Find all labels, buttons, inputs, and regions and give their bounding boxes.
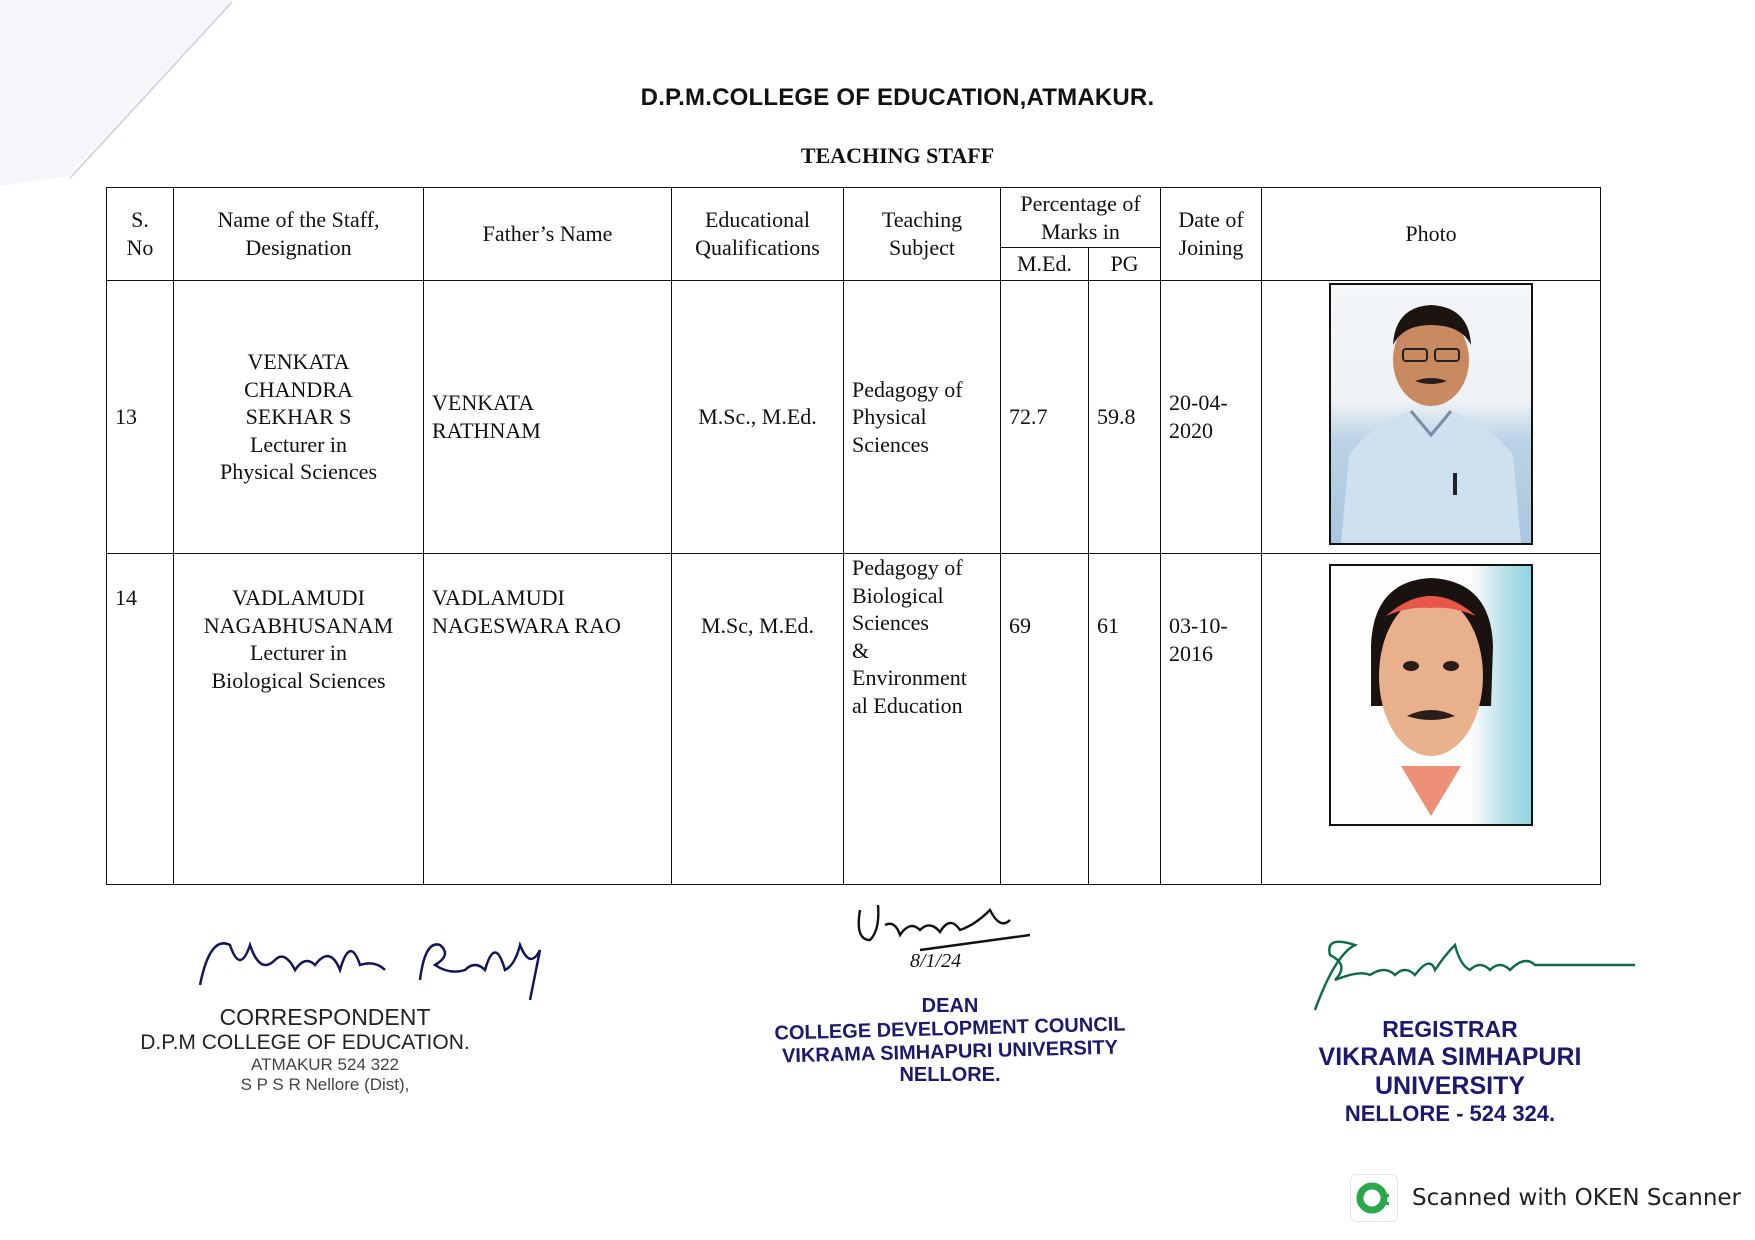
- header-name: Name of the Staff, Designation: [174, 188, 424, 281]
- cell-doj: 20-04- 2020: [1161, 280, 1262, 554]
- header-qualifications: Educational Qualifications: [672, 188, 844, 281]
- header-med: M.Ed.: [1001, 248, 1089, 281]
- registrar-line2: NELLORE - 524 324.: [1344, 1101, 1556, 1126]
- cell-med: 72.7: [1001, 280, 1089, 554]
- cell-subject: Pedagogy of Biological Sciences & Environment al Education: [844, 554, 1001, 885]
- section-title: TEACHING STAFF: [800, 143, 995, 168]
- table-row: [107, 554, 1601, 885]
- correspondent-line3: S P S R Nellore (Dist),: [240, 1075, 410, 1094]
- cell-qualifications: M.Sc., M.Ed.: [672, 280, 844, 554]
- staff-photo: [1329, 564, 1533, 826]
- dean-signature-date: 8/1/24: [910, 950, 962, 972]
- header-pg: PG: [1089, 248, 1161, 281]
- header-sno: S. No: [107, 188, 174, 281]
- header-row: [107, 188, 1601, 248]
- cell-photo: [1262, 280, 1601, 554]
- cell-photo: [1262, 554, 1601, 885]
- header-photo: Photo: [1262, 188, 1601, 281]
- dean-line3: NELLORE.: [899, 1064, 1001, 1086]
- cell-sno: 14: [107, 554, 174, 885]
- registrar-line1: VIKRAMA SIMHAPURI UNIVERSITY: [1318, 1043, 1582, 1100]
- correspondent-line2: ATMAKUR 524 322: [250, 1055, 400, 1074]
- header-father: Father’s Name: [424, 188, 672, 281]
- correspondent-handwritten-signature: [190, 915, 570, 1005]
- cell-name: VENKATA CHANDRA SEKHAR S Lecturer in Physical Sciences: [174, 280, 424, 554]
- dean-line2: VIKRAMA SIMHAPURI UNIVERSITY: [781, 1036, 1119, 1068]
- registrar-handwritten-signature: [1255, 925, 1645, 1015]
- header-subject: Teaching Subject: [844, 188, 1001, 281]
- person-silhouette-icon: [1331, 285, 1531, 543]
- cell-pg: 59.8: [1089, 280, 1161, 554]
- header-percentage: Percentage of Marks in: [1001, 188, 1161, 248]
- dean-line1: COLLEGE DEVELOPMENT COUNCIL: [774, 1013, 1126, 1045]
- cell-father: VENKATA RATHNAM: [424, 280, 672, 554]
- person-silhouette-icon: [1331, 566, 1531, 824]
- registrar-title: REGISTRAR: [1382, 1016, 1518, 1042]
- cell-pg: 61: [1089, 554, 1161, 885]
- oken-scanner-logo-icon: [1350, 1174, 1398, 1222]
- correspondent-signature-block: [140, 915, 500, 1095]
- dean-handwritten-signature: [830, 890, 1070, 990]
- dean-title: DEAN: [921, 995, 979, 1017]
- cell-name: VADLAMUDI NAGABHUSANAM Lecturer in Biological Sciences: [174, 554, 424, 885]
- cell-doj: 03-10- 2016: [1161, 554, 1262, 885]
- scanner-watermark: [1350, 1174, 1741, 1222]
- cell-qualifications: M.Sc, M.Ed.: [672, 554, 844, 885]
- teaching-staff-table: [106, 187, 1601, 885]
- registrar-signature-block: [1255, 925, 1645, 1127]
- header-doj: Date of Joining: [1161, 188, 1262, 281]
- dean-signature-block: [760, 890, 1140, 1087]
- cell-sno: 13: [107, 280, 174, 554]
- scanner-text: Scanned with OKEN Scanner: [1412, 1185, 1741, 1211]
- cell-subject: Pedagogy of Physical Sciences: [844, 280, 1001, 554]
- institution-title: D.P.M.COLLEGE OF EDUCATION,ATMAKUR.: [640, 84, 1155, 111]
- correspondent-title: CORRESPONDENT: [219, 1004, 431, 1030]
- correspondent-line1: D.P.M COLLEGE OF EDUCATION.: [140, 1031, 470, 1054]
- cell-father: VADLAMUDI NAGESWARA RAO: [424, 554, 672, 885]
- cell-med: 69: [1001, 554, 1089, 885]
- table-row: [107, 280, 1601, 554]
- staff-photo: [1329, 283, 1533, 545]
